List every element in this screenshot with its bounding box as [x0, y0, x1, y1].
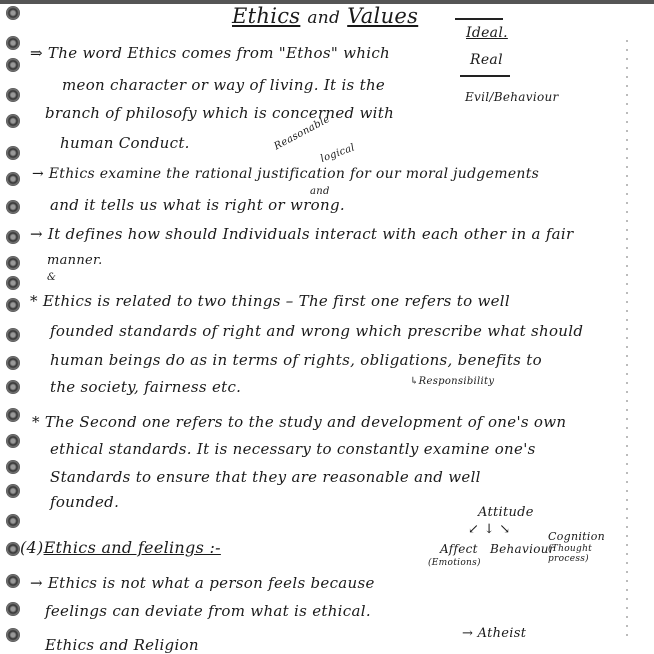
diagram-node: Affect [440, 542, 478, 556]
annotation: ↳Responsibility [410, 376, 495, 387]
binding-hole [6, 276, 20, 290]
note-line: meon character or way of living. It is the [62, 76, 386, 94]
diagram-arrows: ↙ ↓ ↘ [468, 522, 511, 537]
side-list-item: Evil/Behaviour [465, 90, 559, 104]
note-line: Standards to ensure that they are reasonable and well [50, 468, 481, 486]
binding-hole [6, 298, 20, 312]
note-line: → Ethics is not what a person feels because [30, 574, 375, 592]
note-line: ethical standards. It is necessary to constantly examine one's [50, 440, 536, 458]
title-word: and [307, 8, 341, 28]
diagram-note: (Thought process) [548, 544, 593, 564]
note-line: → Ethics examine the rational justification for our moral judgements [32, 166, 540, 182]
note-line: human Conduct. [60, 134, 190, 152]
section-heading [20, 538, 221, 557]
section-number: (4) [20, 538, 44, 557]
section-title: Ethics and feelings :- [43, 538, 221, 557]
binding-hole [6, 542, 20, 556]
binding-hole [6, 380, 20, 394]
side-list-item: Real [470, 52, 503, 68]
annotation: and [310, 186, 330, 197]
diagram-note: (Emotions) [428, 558, 481, 568]
note-line: and it tells us what is right or wrong. [50, 196, 345, 214]
annotation: logical [319, 142, 357, 165]
binding-hole [6, 200, 20, 214]
annotation: → Atheist [462, 626, 527, 641]
note-line: feelings can deviate from what is ethical. [45, 602, 371, 620]
note-line-partial: Ethics and Religion [45, 636, 199, 654]
binding-hole [6, 58, 20, 72]
binding-hole [6, 434, 20, 448]
binding-hole [6, 328, 20, 342]
binding-hole [6, 460, 20, 474]
binding-hole [6, 574, 20, 588]
diagram-node: Cognition [548, 530, 606, 543]
binding-hole [6, 484, 20, 498]
binding-hole [6, 408, 20, 422]
note-line: the society, fairness etc. [50, 378, 242, 396]
note-line: human beings do as in terms of rights, obligations, benefits to [50, 351, 542, 369]
binding-hole [6, 628, 20, 642]
binding-hole [6, 356, 20, 370]
binding-hole [6, 88, 20, 102]
note-line: * Ethics is related to two things – The first one refers to well [30, 292, 510, 310]
diagram-node: Behaviour [490, 542, 555, 556]
binding-hole [6, 602, 20, 616]
note-mark: & [47, 272, 57, 283]
note-line: * The Second one refers to the study and development of one's own [32, 413, 567, 431]
title-word: Ethics [232, 4, 301, 28]
divider [460, 75, 510, 77]
binding-hole [6, 230, 20, 244]
binding-hole [6, 514, 20, 528]
note-line: branch of philosofy which is concerned with [45, 104, 395, 122]
note-line: → It defines how should Individuals interact with each other in a fair [30, 225, 574, 243]
binding-hole [6, 6, 20, 20]
divider [455, 18, 503, 20]
title-word: Values [347, 4, 419, 28]
annotation: Reasonable [272, 113, 332, 153]
binding-hole [6, 114, 20, 128]
diagram-root: Attitude [478, 505, 534, 520]
note-line: founded. [50, 493, 120, 511]
note-line: founded standards of right and wrong which prescribe what should [50, 322, 584, 340]
binding-hole [6, 172, 20, 186]
margin-line [626, 40, 628, 640]
note-line: manner. [47, 253, 103, 268]
binding-hole [6, 36, 20, 50]
binding-hole [6, 256, 20, 270]
note-line: ⇒ The word Ethics comes from "Ethos" which [30, 44, 390, 62]
side-list-item: Ideal. [466, 25, 508, 41]
binding-hole [6, 146, 20, 160]
page-title [232, 4, 418, 28]
